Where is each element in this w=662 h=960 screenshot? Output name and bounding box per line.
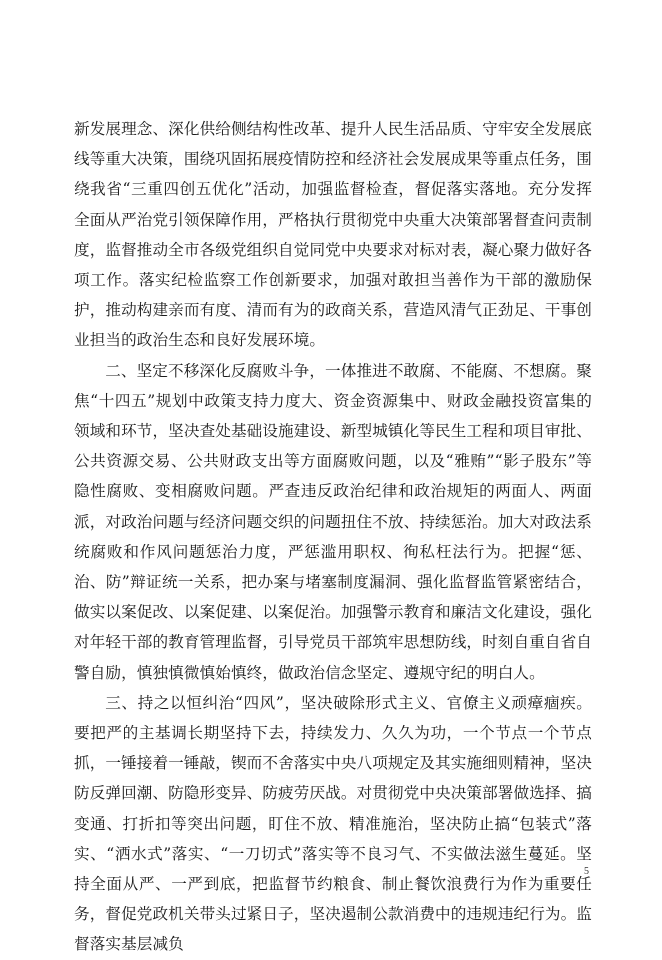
paragraph-section-two: 二、坚定不移深化反腐败斗争，一体推进不敢腐、不能腐、不想腐。聚焦“十四五”规划中政策支持力度大、资金资源集中、财政金融投资富集的领域和环节，坚决查处基础设施建设、新型城镇化等民生工程和项目审批、公共资源交易、公共财政支出等方面腐败问题，以及“雅贿”“影子股东”等隐性腐败、变相腐败问题。严查违反政治纪律和政治规矩的两面人、两面派，对政治问题与经济问题交织的问题扭住不放、持续惩治。加大对政法系统腐败和作风问题惩治力度，严惩滥用职权、徇私枉法行为。把握“惩、治、防”辩证统一关系，把办案与堵塞制度漏洞、强化监督监管紧密结合，做实以案促改、以案促建、以案促治。加强警示教育和廉洁文化建设，强化对年轻干部的教育管理监督，引导党员干部筑牢思想防线，时刻自重自省自警自励，慎独慎微慎始慎终，做政治信念坚定、遵规守纪的明白人。 xyxy=(74,361,592,682)
page-number: 5 xyxy=(584,866,589,877)
paragraph-continuation: 新发展理念、深化供给侧结构性改革、提升人民生活品质、守牢安全发展底线等重大决策，围绕巩固拓展疫情防控和经济社会发展成果等重点任务，围绕我省“三重四创五优化”活动，加强监督检查，督促落实落地。充分发挥全面从严治党引领保障作用，严格执行贯彻党中央重大决策部署督查问责制度，监督推动全市各级党组织自觉同党中央要求对标对表，凝心聚力做好各项工作。落实纪检监察工作创新要求，加强对敢担当善作为干部的激励保护，推动构建亲而有度、清而有为的政商关系，营造风清气正劲足、干事创业担当的政治生态和良好发展环境。 xyxy=(74,120,592,350)
document-body xyxy=(74,114,592,960)
paragraph-section-three: 三、持之以恒纠治“四风”，坚决破除形式主义、官僚主义顽瘴痼疾。要把严的主基调长期坚持下去，持续发力、久久为功，一个节点一个节点抓，一锤接着一锤敲，锲而不舍落实中央八项规定及其实施细则精神，坚决防反弹回潮、防隐形变异、防疲劳厌战。对贯彻党中央决策部署做选择、搞变通、打折扣等突出问题，盯住不放、精准施治，坚决防止搞“包装式”落实、“洒水式”落实、“一刀切式”落实等不良习气、不实做法滋生蔓延。坚持全面从严、一严到底，把监督节约粮食、制止餐饮浪费行为作为重要任务，督促党政机关带头过紧日子，坚决遏制公款消费中的违规违纪行为。监督落实基层减负 xyxy=(74,693,592,954)
